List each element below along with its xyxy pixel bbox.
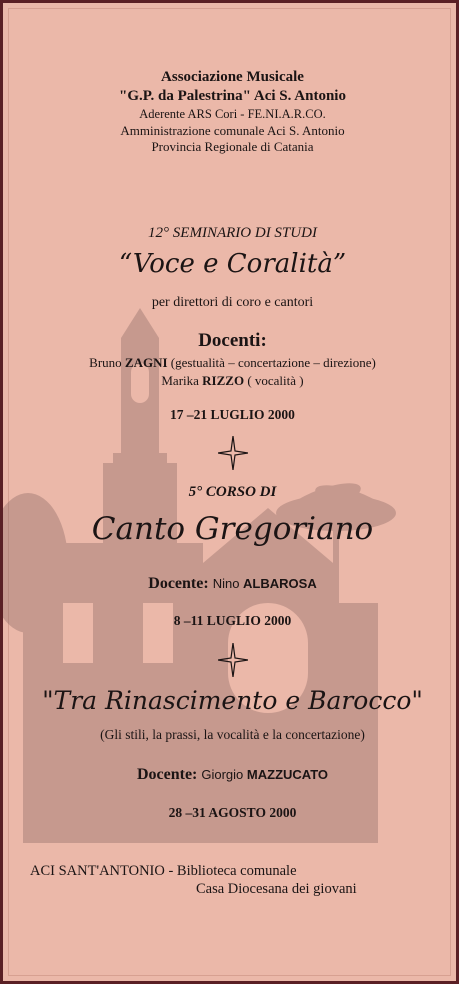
third-title: "Tra Rinascimento e Barocco" <box>42 686 423 715</box>
teacher-first-name: Marika <box>161 373 203 388</box>
course-title: Canto Gregoriano <box>91 511 374 547</box>
teacher-last-name: ZAGNI <box>124 355 168 370</box>
association-name: Associazione Musicale <box>161 69 304 85</box>
third-docente-label: Docente: <box>136 766 202 783</box>
teacher-last-name: RIZZO <box>202 373 245 388</box>
seminar-teacher-2 <box>3 373 459 389</box>
third-subtitle: (Gli stili, la prassi, la vocalità e la concertazione) <box>100 727 365 742</box>
teacher-last-name: MAZZUCATO <box>246 767 329 782</box>
course-teacher <box>3 575 459 593</box>
course-dates: 8 –11 LUGLIO 2000 <box>173 613 292 628</box>
four-point-star-icon <box>3 436 459 470</box>
association-affiliation: Aderente ARS Cori - FE.NI.A.R.CO. <box>139 107 326 121</box>
seminar-docenti-label: Docenti: <box>198 330 267 351</box>
teacher-first-name: Nino <box>212 576 244 591</box>
association-subtitle: "G.P. da Palestrina" Aci S. Antonio <box>119 88 346 104</box>
teacher-role: ( vocalità ) <box>244 373 304 388</box>
third-dates: 28 –31 AGOSTO 2000 <box>168 805 297 820</box>
seminar-teacher-1 <box>3 355 459 371</box>
seminar-dates: 17 –21 LUGLIO 2000 <box>170 407 295 422</box>
seminar-heading: 12° SEMINARIO DI STUDI <box>148 225 317 241</box>
teacher-first-name: Bruno <box>89 355 125 370</box>
third-teacher <box>3 766 459 784</box>
seminar-subtitle: per direttori di coro e cantori <box>151 295 314 310</box>
footer-location: ACI SANT'ANTONIO - Biblioteca comunale <box>30 863 297 879</box>
teacher-first-name: Giorgio <box>201 767 247 782</box>
seminar-title: “Voce e Coralità” <box>118 249 347 279</box>
teacher-last-name: ALBAROSA <box>243 576 317 591</box>
teacher-role: (gestualità – concertazione – direzione) <box>167 355 376 370</box>
footer-venue: Casa Diocesana dei giovani <box>196 881 357 897</box>
four-point-star-icon <box>3 643 459 677</box>
course-heading: 5° CORSO DI <box>188 484 277 500</box>
association-province: Provincia Regionale di Catania <box>151 139 314 154</box>
course-docente-label: Docente: <box>148 575 213 592</box>
association-municipality: Amministrazione comunale Aci S. Antonio <box>120 123 345 138</box>
